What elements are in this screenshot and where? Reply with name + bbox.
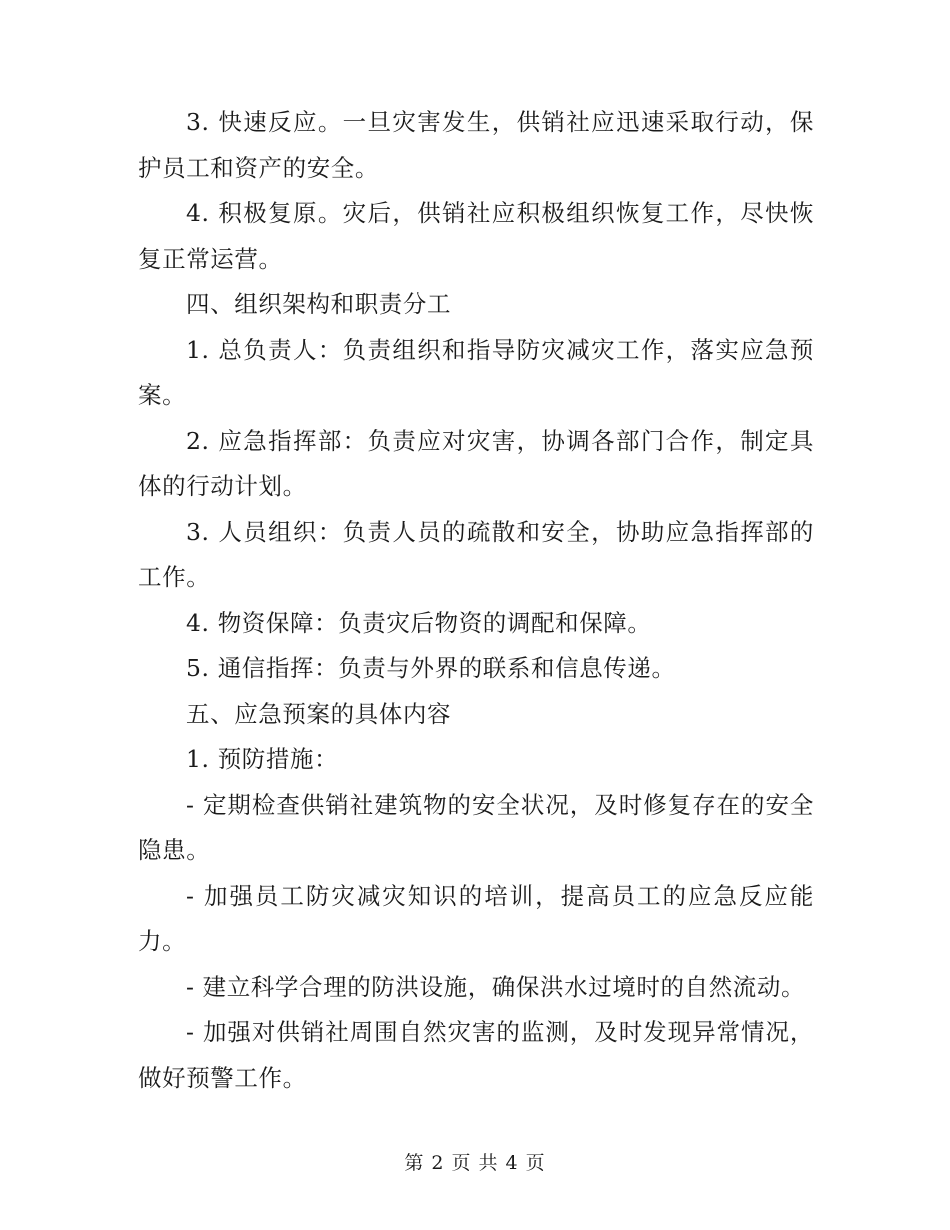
paragraph: 1. 总负责人：负责组织和指导防灾减灾工作，落实应急预案。 xyxy=(138,335,814,409)
page-footer: 第 2 页 共 4 页 xyxy=(404,1152,546,1174)
paragraph: 5. 通信指挥：负责与外界的联系和信息传递。 xyxy=(186,654,676,682)
paragraph: 3. 人员组织：负责人员的疏散和安全，协助应急指挥部的工作。 xyxy=(138,517,814,591)
paragraph: - 定期检查供销社建筑物的安全状况，及时修复存在的安全隐患。 xyxy=(138,790,814,864)
paragraph: 1. 预防措施： xyxy=(186,745,339,773)
paragraph: - 加强对供销社周围自然灾害的监测，及时发现异常情况，做好预警工作。 xyxy=(138,1018,814,1092)
document-body xyxy=(138,100,814,1101)
section-heading: 四、组织架构和职责分工 xyxy=(186,290,452,318)
paragraph: 4. 积极复原。灾后，供销社应积极组织恢复工作，尽快恢复正常运营。 xyxy=(138,199,814,273)
paragraph: - 加强员工防灾减灾知识的培训，提高员工的应急反应能力。 xyxy=(138,881,814,955)
section-heading: 五、应急预案的具体内容 xyxy=(186,699,452,728)
paragraph: - 建立科学合理的防洪设施，确保洪水过境时的自然流动。 xyxy=(186,972,806,1001)
paragraph: 2. 应急指挥部：负责应对灾害，协调各部门合作，制定具体的行动计划。 xyxy=(138,426,814,500)
paragraph: 3. 快速反应。一旦灾害发生，供销社应迅速采取行动，保护员工和资产的安全。 xyxy=(138,108,814,182)
paragraph: 4. 物资保障：负责灾后物资的调配和保障。 xyxy=(186,608,652,637)
